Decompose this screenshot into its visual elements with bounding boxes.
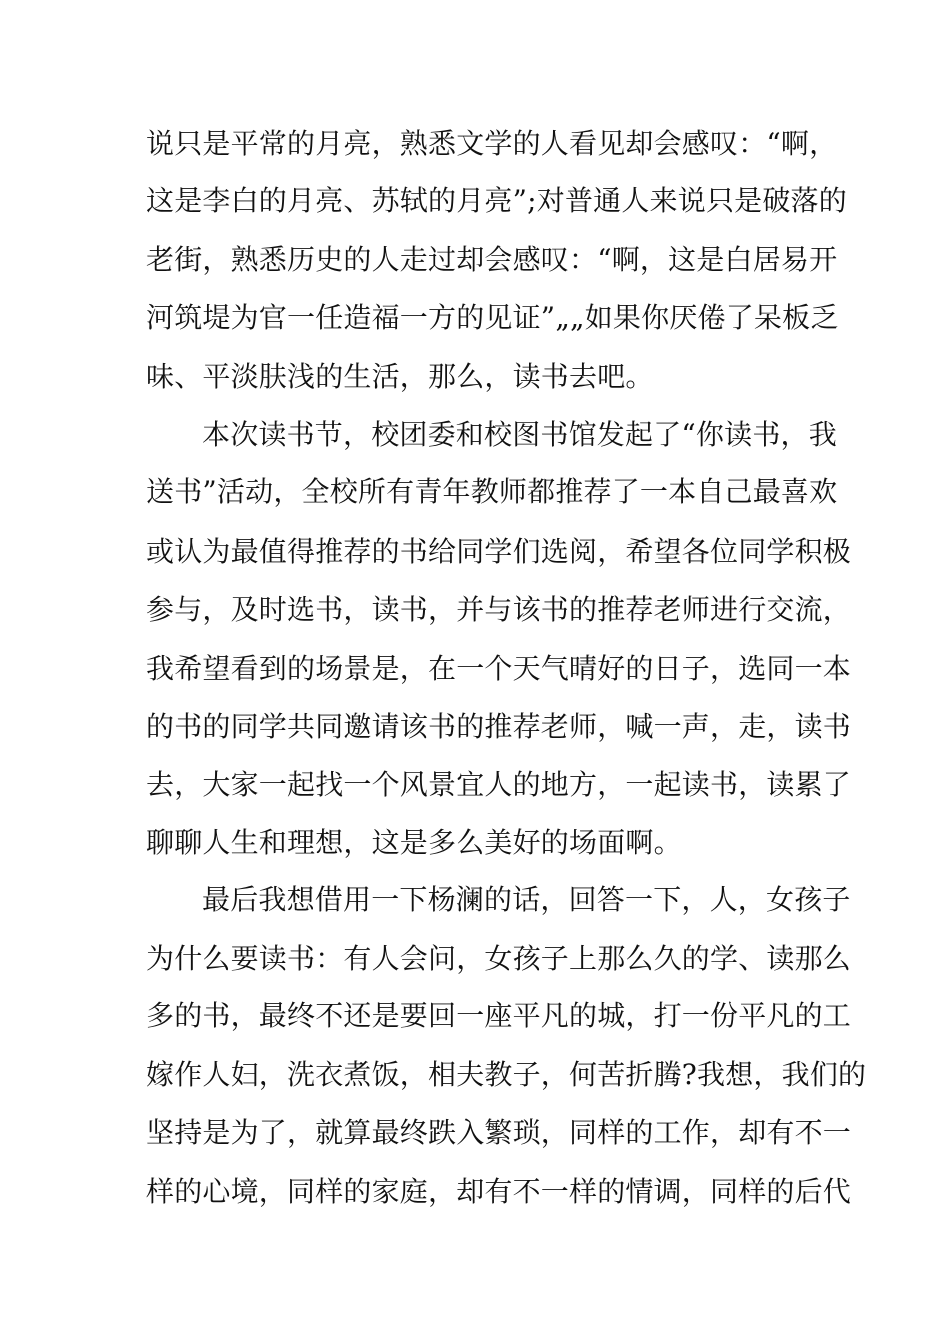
paragraph-1-line-3: 老街，熟悉历史的人走过却会感叹：“啊，这是白居易开 [146, 243, 838, 276]
paragraph-3-line-4: 嫁作人妇，洗衣煮饭，相夫教子，何苦折腾?我想，我们的 [146, 1058, 867, 1091]
paragraph-2-line-7: 去，大家一起找一个风景宜人的地方，一起读书，读累了 [146, 768, 852, 801]
paragraph-2-line-2: 送书”活动，全校所有青年教师都推荐了一本自己最喜欢 [146, 475, 838, 508]
paragraph-1-line-4: 河筑堤为官一任造福一方的见证”„„如果你厌倦了呆板乏 [146, 301, 839, 334]
paragraph-2-line-5: 我希望看到的场景是，在一个天气晴好的日子，选同一本 [146, 652, 852, 685]
paragraph-1-line-5: 味、平淡肤浅的生活，那么，读书去吧。 [146, 360, 654, 393]
paragraph-2-line-6: 的书的同学共同邀请该书的推荐老师，喊一声，走，读书 [146, 710, 852, 743]
paragraph-1-line-2: 这是李白的月亮、苏轼的月亮”;对普通人来说只是破落的 [146, 184, 847, 217]
paragraph-1-line-1: 说只是平常的月亮，熟悉文学的人看见却会感叹：“啊， [146, 127, 838, 160]
paragraph-2-line-3: 或认为最值得推荐的书给同学们选阅，希望各位同学积极 [146, 535, 852, 568]
paragraph-3-line-1: 最后我想借用一下杨澜的话，回答一下，人，女孩子 [202, 883, 851, 916]
paragraph-3-line-3: 多的书，最终不还是要回一座平凡的城，打一份平凡的工 [146, 999, 852, 1032]
paragraph-2-line-1: 本次读书节，校团委和校图书馆发起了“你读书，我 [202, 418, 837, 451]
paragraph-2-line-8: 聊聊人生和理想，这是多么美好的场面啊。 [146, 826, 682, 859]
paragraph-3-line-2: 为什么要读书：有人会问，女孩子上那么久的学、读那么 [146, 942, 852, 975]
paragraph-3-line-5: 坚持是为了，就算最终跌入繁琐，同样的工作，却有不一 [146, 1116, 852, 1149]
paragraph-3-line-6: 样的心境，同样的家庭，却有不一样的情调，同样的后代 [146, 1175, 852, 1208]
paragraph-2-line-4: 参与，及时选书，读书，并与该书的推荐老师进行交流， [146, 593, 852, 626]
